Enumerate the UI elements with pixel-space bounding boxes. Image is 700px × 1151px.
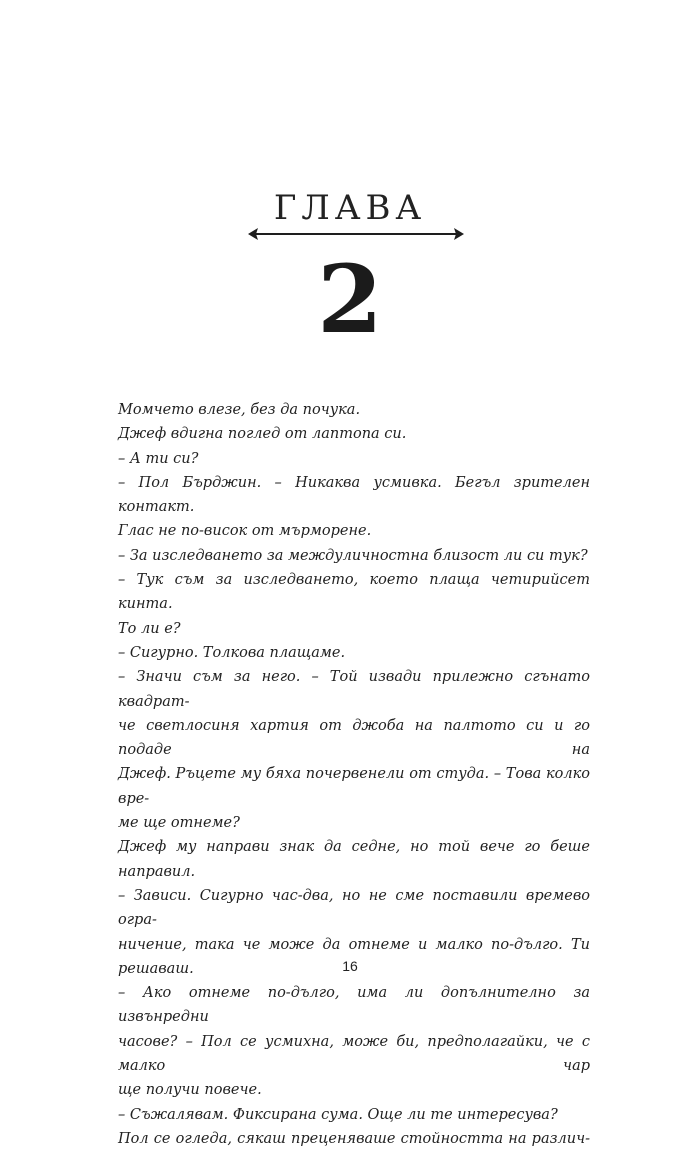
text-line: – За изследването за междуличностна близост ли си тук?: [118, 547, 588, 564]
text-line: ще получи повече.: [118, 1082, 262, 1099]
text-line: Джеф му направи знак да седне, но той вече го беше направил.: [118, 839, 590, 880]
chapter-heading: ГЛАВА: [273, 188, 427, 228]
text-line: – Значи съм за него. – Той извади прилежно сгънато квадрат-: [118, 669, 590, 710]
text-line: – Ако отнеме по-дълго, има ли допълнително за извънредни: [118, 985, 590, 1026]
text-line: Джеф вдигна поглед от лаптопа си.: [118, 426, 407, 443]
text-line: часове? – Пол се усмихна, може би, предполагайки, че с малко чар: [118, 1033, 590, 1075]
page-number: 16: [342, 958, 358, 974]
text-line: че светлосиня хартия от джоба на палтото си и го подаде на: [118, 717, 590, 759]
text-line: Момчето влезе, без да почука.: [118, 402, 361, 418]
text-line: – Сигурно. Толкова плащаме.: [118, 644, 346, 661]
text-line: – Зависи. Сигурно час-два, но не сме поставили времево огра-: [118, 887, 590, 929]
body-text: [118, 398, 590, 1151]
text-line: – А ти си?: [118, 450, 199, 467]
text-line: ничение, така че може да отнеме и малко по-дълго. Ти решаваш.: [118, 936, 590, 977]
chapter-number: 2: [317, 245, 383, 355]
text-line: То ли е?: [118, 620, 181, 637]
text-line: – Съжалявам. Фиксирана сума. Още ли те интересува?: [118, 1106, 558, 1123]
text-line: Джеф. Ръцете му бяха почервенели от студа. – Това колко вре-: [118, 766, 590, 807]
text-line: Пол се огледа, сякаш преценяваше стойността на различ-: [118, 1130, 590, 1147]
ornament-divider: [246, 224, 466, 244]
text-line: – Пол Бърджин. – Никаква усмивка. Бегъл зрителен контакт.: [118, 474, 590, 516]
text-line: ме ще отнеме?: [118, 815, 240, 832]
text-line: Глас не по-висок от мърморене.: [118, 523, 372, 540]
text-line: – Тук съм за изследването, което плаща четирийсет кинта.: [118, 572, 590, 613]
